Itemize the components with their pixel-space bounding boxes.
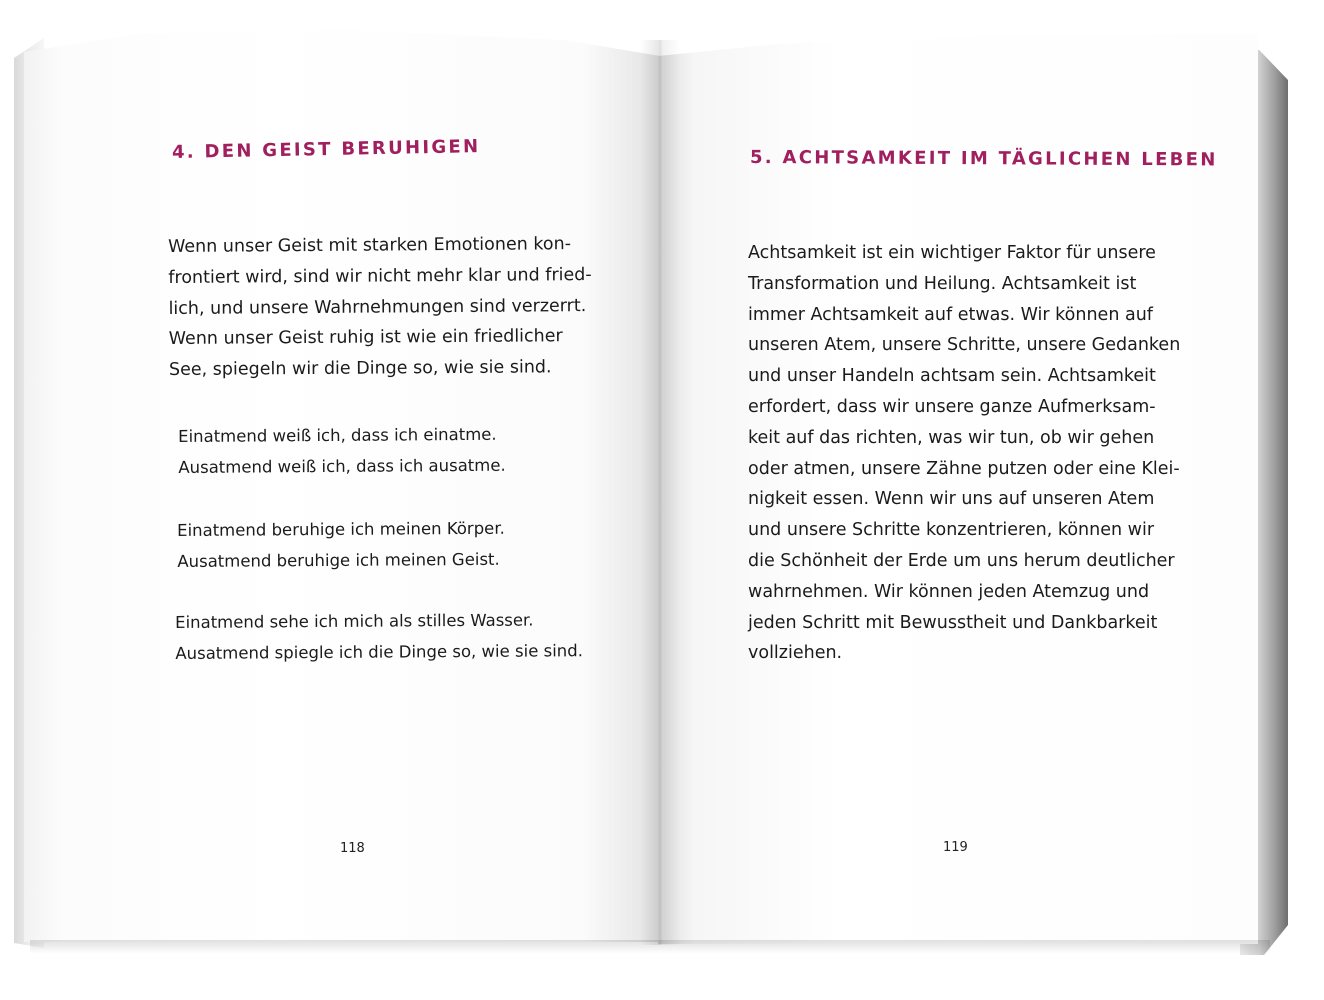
paragraph-line: und unser Handeln achtsam sein. Achtsamkeit (748, 366, 1156, 387)
left-page-paragraph (168, 229, 592, 386)
paragraph-line: unseren Atem, unsere Schritte, unsere Gedanken (748, 335, 1181, 356)
paragraph-line: vollziehen. (748, 643, 843, 664)
paragraph-line: immer Achtsamkeit auf etwas. Wir können auf (748, 304, 1153, 325)
verse-line: Einatmend weiß ich, dass ich einatme. (178, 424, 497, 446)
paragraph-line: frontiert wird, sind wir nicht mehr klar und fried- (168, 264, 592, 288)
verse-stanza-1 (178, 420, 506, 483)
paragraph-line: Achtsamkeit ist ein wichtiger Faktor für unsere (748, 243, 1156, 263)
verse-line: Einatmend sehe ich mich als stilles Wasser. (175, 610, 534, 632)
paragraph-line: keit auf das richten, was wir tun, ob wir gehen (748, 427, 1155, 448)
paragraph-line: Transformation und Heilung. Achtsamkeit ist (748, 273, 1137, 294)
paragraph-line: jeden Schritt mit Bewusstheit und Dankbarkeit (748, 612, 1158, 633)
paragraph-line: Wenn unser Geist mit starken Emotionen kon- (168, 234, 572, 257)
paragraph-line: erfordert, dass wir unsere ganze Aufmerksam- (748, 396, 1156, 417)
verse-stanza-3 (175, 605, 583, 669)
paragraph-line: und unsere Schritte konzentrieren, können wir (748, 520, 1155, 541)
left-page (24, 30, 660, 942)
paragraph-line: oder atmen, unsere Zähne putzen oder eine Klei- (748, 458, 1180, 479)
paragraph-line: Wenn unser Geist ruhig ist wie ein friedlicher (168, 326, 563, 350)
verse-line: Ausatmend spiegle ich die Dinge so, wie sie sind. (175, 640, 583, 663)
right-page-paragraph (748, 238, 1180, 669)
left-page-number: 118 (340, 841, 365, 856)
verse-stanza-2 (177, 514, 505, 577)
book-shadow (30, 940, 1270, 954)
verse-line: Ausatmend beruhige ich meinen Geist. (177, 549, 500, 571)
book-gutter (640, 40, 680, 945)
right-page-number: 119 (943, 840, 968, 855)
left-page-heading: 4. DEN GEIST BERUHIGEN (171, 136, 481, 163)
paragraph-line: See, spiegeln wir die Dinge so, wie sie sind. (168, 357, 552, 381)
paragraph-line: die Schönheit der Erde um uns herum deutlicher (748, 550, 1175, 571)
paragraph-line: nigkeit essen. Wenn wir uns auf unseren Atem (748, 489, 1155, 510)
verse-line: Ausatmend weiß ich, dass ich ausatme. (178, 455, 506, 477)
paragraph-line: lich, und unsere Wahrnehmungen sind verzerrt. (168, 295, 587, 319)
right-page-heading: 5. ACHTSAMKEIT IM TÄGLICHEN LEBEN (749, 147, 1218, 171)
verse-line: Einatmend beruhige ich meinen Körper. (177, 518, 505, 540)
paragraph-line: wahrnehmen. Wir können jeden Atemzug und (748, 581, 1150, 602)
